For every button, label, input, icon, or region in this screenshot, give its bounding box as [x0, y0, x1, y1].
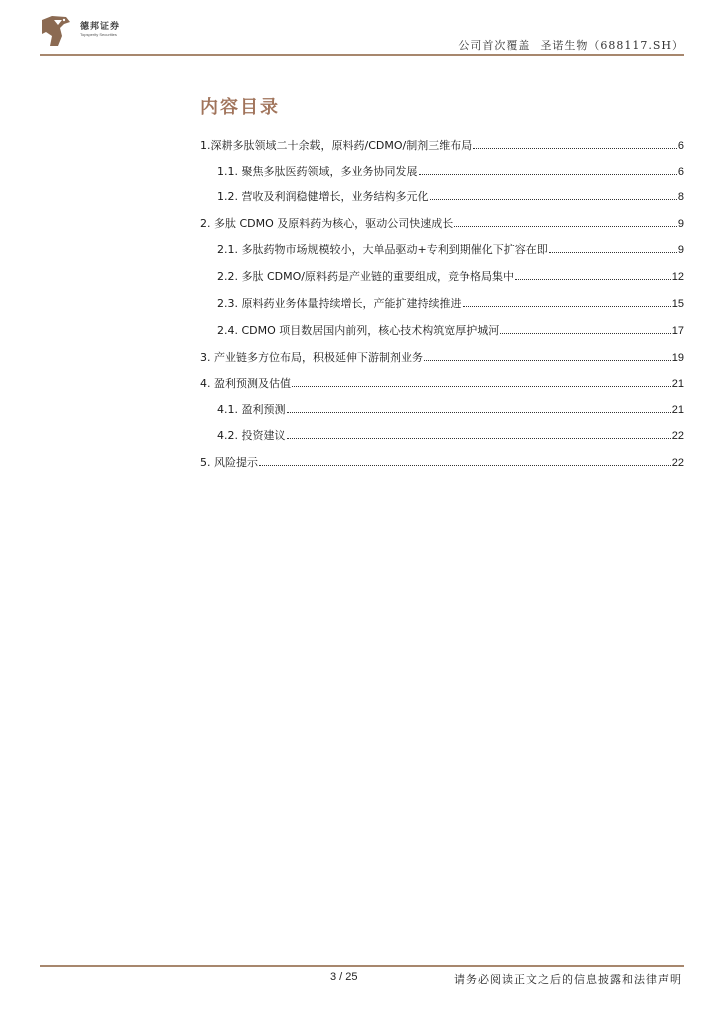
report-type: 公司首次覆盖 [458, 39, 531, 52]
brand-name: 德邦证券 [80, 22, 121, 32]
toc-entry-page: 8 [677, 191, 684, 203]
toc-entry[interactable] [200, 215, 684, 231]
toc-entry-label: 4.1. 盈利预测 [217, 403, 286, 416]
toc-entry-label: 2. 多肽 CDMO 及原料药为核心，驱动公司快速成长 [200, 217, 454, 230]
toc-entry[interactable] [217, 241, 684, 257]
legal-disclaimer: 请务必阅读正文之后的信息披露和法律声明 [454, 973, 682, 986]
toc-entry-label: 4. 盈利预测及估值 [200, 377, 291, 390]
toc-entry[interactable] [200, 454, 684, 470]
company-logo-icon [40, 14, 72, 48]
toc-entry[interactable] [200, 349, 684, 365]
toc-entry-label: 2.3. 原料药业务体量持续增长，产能扩建持续推进 [217, 297, 462, 310]
toc-entry-label: 2.1. 多肽药物市场规模较小，大单品驱动+专利到期催化下扩容在即 [217, 243, 548, 256]
toc-entry[interactable] [217, 295, 684, 311]
toc-entry[interactable] [217, 322, 684, 338]
toc-entry[interactable] [217, 268, 684, 284]
toc-leader-dots [419, 164, 677, 175]
toc-entry[interactable] [217, 401, 684, 417]
toc-entry[interactable] [200, 375, 684, 391]
toc-leader-dots [515, 269, 671, 280]
toc-entry-label: 3. 产业链多方位布局，积极延伸下游制剂业务 [200, 351, 423, 364]
toc-leader-dots [287, 428, 671, 439]
toc-entry-label: 1.深耕多肽领域二十余载，原料药/CDMO/制剂三维布局 [200, 139, 473, 152]
toc-entry-label: 1.1. 聚焦多肽医药领域，多业务协同发展 [217, 165, 418, 178]
toc-entry-label: 2.2. 多肽 CDMO/原料药是产业链的重要组成，竞争格局集中 [217, 270, 514, 283]
toc-entry[interactable] [217, 427, 684, 443]
toc-leader-dots [430, 189, 677, 200]
brand-english-name: Topsperity Securities [80, 32, 117, 37]
toc-entry-page: 6 [677, 140, 684, 152]
toc-leader-dots [473, 138, 677, 149]
toc-entry-page: 21 [671, 378, 684, 390]
toc-leader-dots [500, 323, 670, 334]
toc-leader-dots [292, 376, 671, 387]
toc-entry-page: 15 [671, 298, 684, 310]
toc-entry-label: 4.2. 投资建议 [217, 429, 286, 442]
toc-entry-page: 9 [677, 218, 684, 230]
toc-entry-page: 22 [671, 457, 684, 469]
toc-entry-page: 19 [671, 352, 684, 364]
toc-entry-page: 21 [671, 404, 684, 416]
toc-entry-label: 5. 风险提示 [200, 456, 258, 469]
toc-leader-dots [259, 455, 671, 466]
toc-entry[interactable] [217, 163, 684, 179]
toc-entry-label: 1.2. 营收及利润稳健增长，业务结构多元化 [217, 190, 429, 203]
toc-leader-dots [454, 216, 677, 227]
toc-title: 内容目录 [200, 97, 280, 118]
toc-leader-dots [287, 402, 671, 413]
toc-entry-page: 6 [677, 166, 684, 178]
toc-entry-page: 17 [671, 325, 684, 337]
footer-divider [40, 965, 684, 967]
company-name: 圣诺生物（688117.SH） [540, 39, 684, 52]
toc-entry[interactable] [200, 137, 684, 153]
toc-leader-dots [424, 350, 671, 361]
toc-entry-page: 12 [671, 271, 684, 283]
page-number: 3 / 25 [330, 971, 358, 983]
header-info [458, 37, 684, 53]
toc-entry-page: 22 [671, 430, 684, 442]
toc-entry-label: 2.4. CDMO 项目数居国内前列，核心技术构筑宽厚护城河 [217, 324, 500, 337]
toc-entry[interactable] [217, 188, 684, 204]
toc-entry-page: 9 [677, 244, 684, 256]
header-divider [40, 54, 684, 56]
toc-leader-dots [463, 296, 671, 307]
toc-leader-dots [549, 242, 677, 253]
